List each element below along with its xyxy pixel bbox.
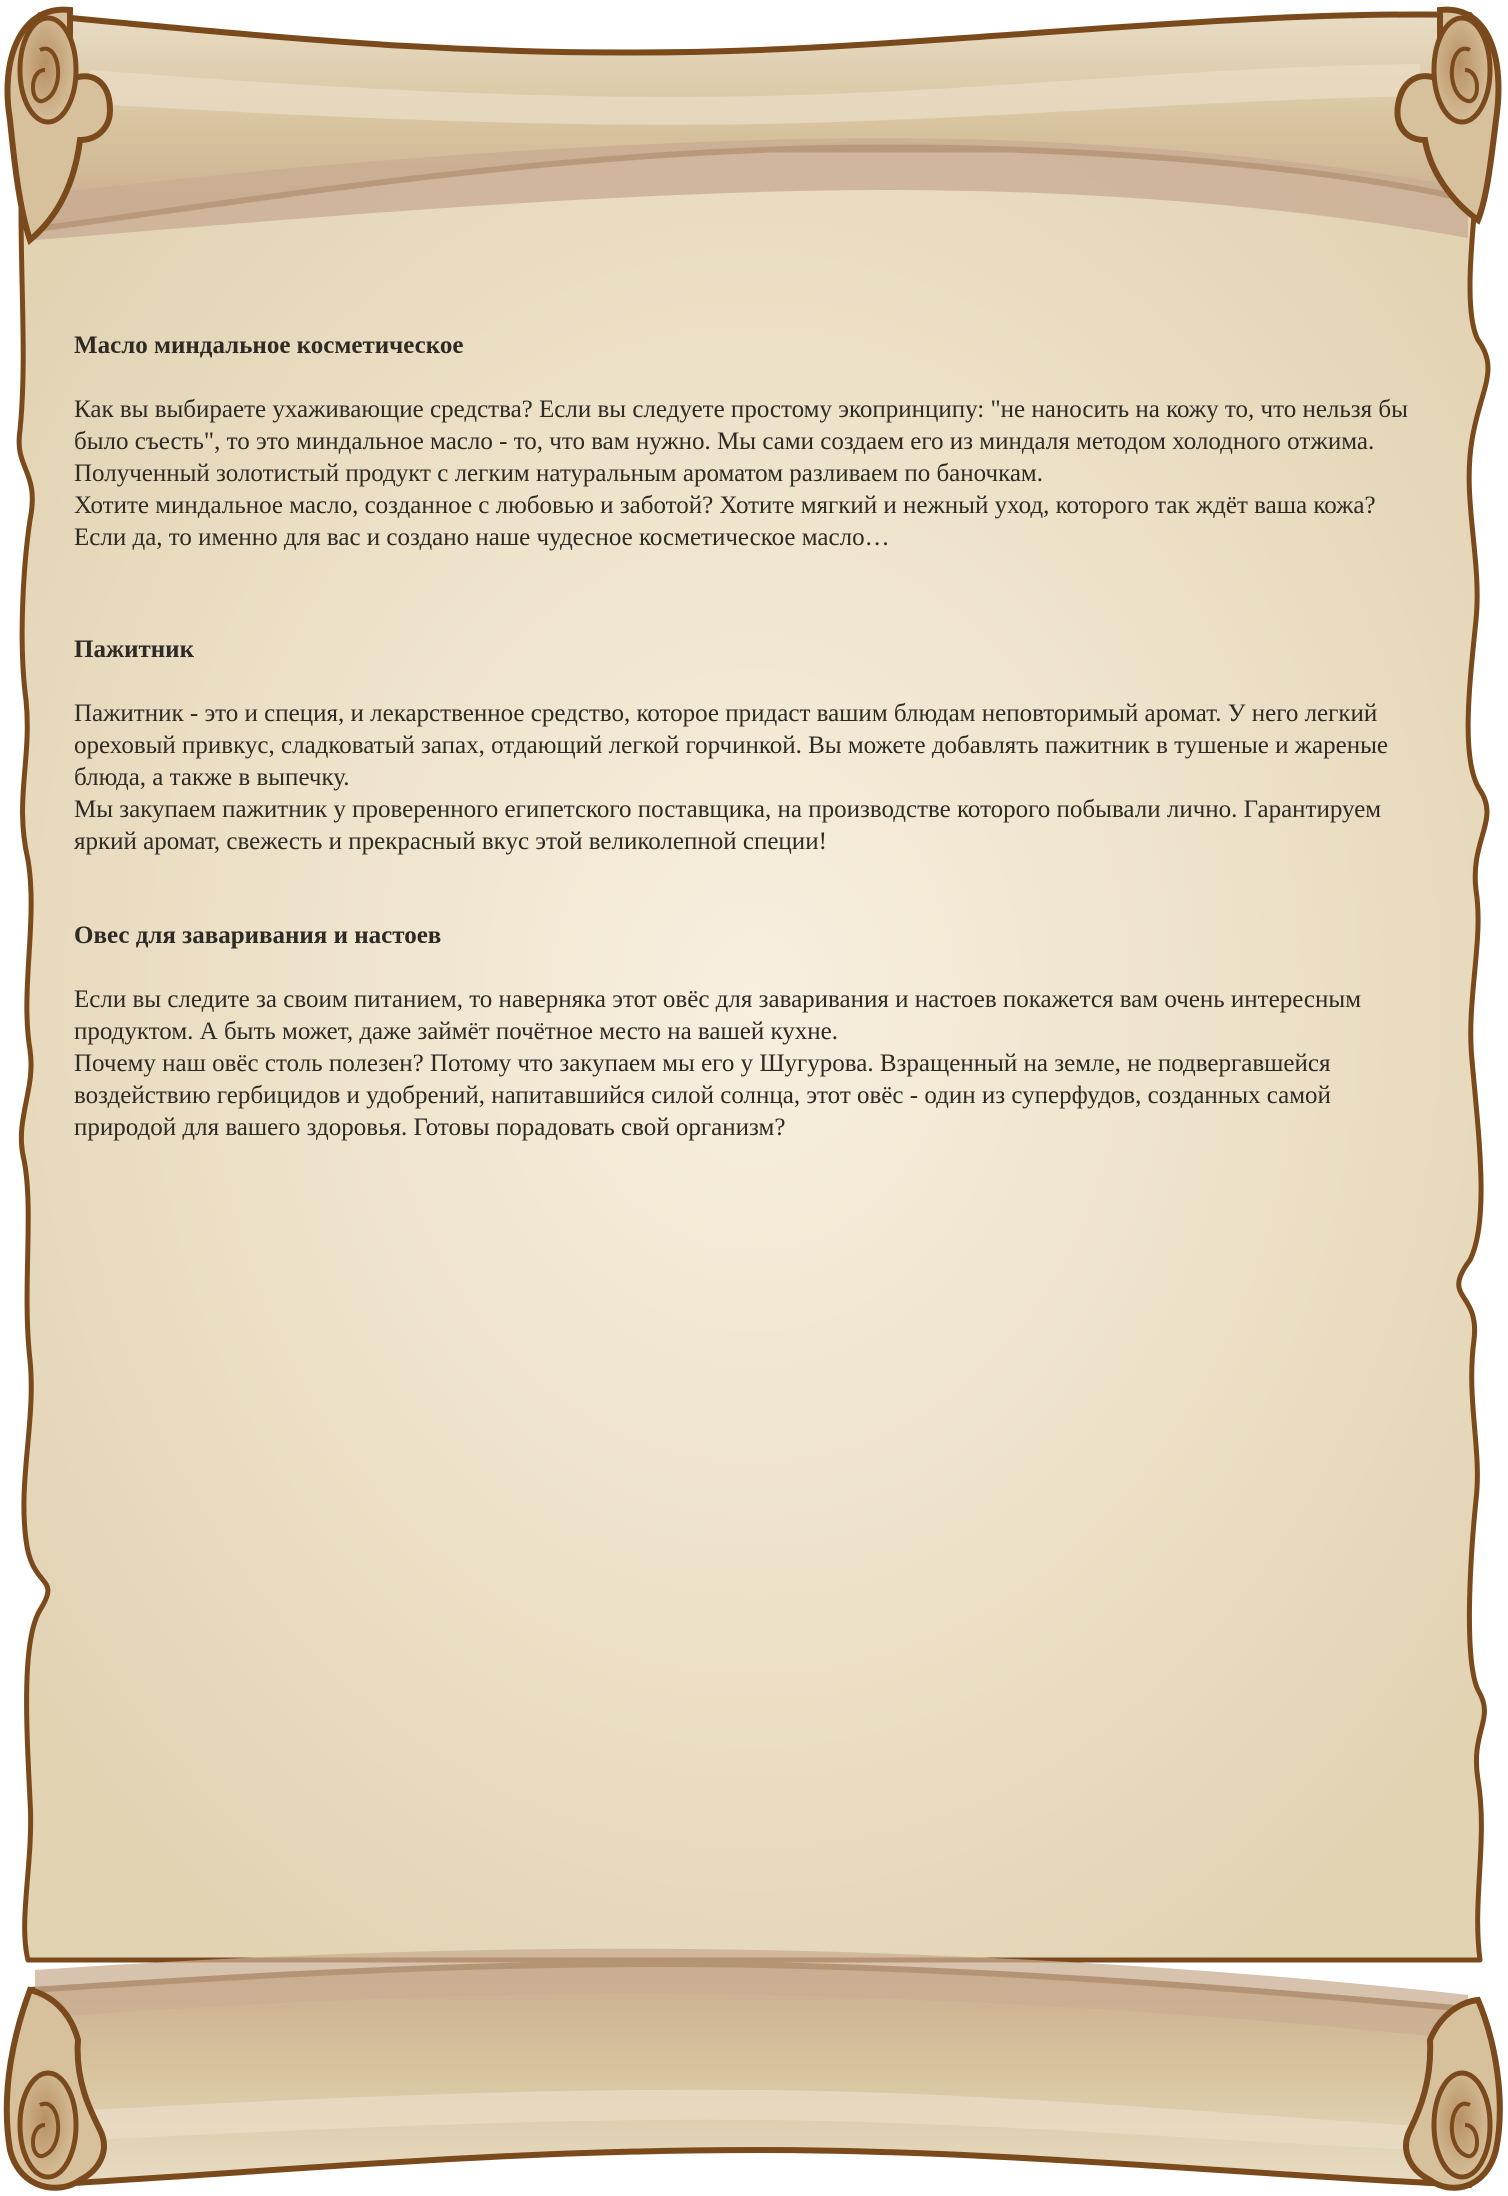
section-paragraph: Хотите миндальное масло, созданное с любовью и заботой? Хотите мягкий и нежный уход, которого так ждёт ваша кожа? Если да, то именно для вас и создано наше чудесное косметическое масло…	[74, 492, 1376, 551]
section-paragraph: Мы закупаем пажитник у проверенного египетского поставщика, на производстве которого побывали лично. Гарантируем яркий аромат, свежесть и прекрасный вкус этой великолепной специи!	[74, 796, 1382, 855]
section-paragraph: Если вы следите за своим питанием, то наверняка этот овёс для заваривания и настоев покажется вам очень интересным продуктом. А быть может, даже займёт почётное место на вашей кухне.	[74, 986, 1362, 1045]
document-body	[74, 330, 1434, 1144]
section-paragraph: Как вы выбираете ухаживающие средства? Если вы следуете простому экопринципу: "не наносить на кожу то, что нельзя бы было съесть", то это миндальное масло - то, что вам нужно. Мы сами создаем его из миндаля методом холодного отжима. Полученный золотистый продукт с легким натуральным ароматом разливаем по баночкам.	[74, 396, 1408, 487]
section-heading: Пажитник	[74, 636, 194, 663]
section-paragraph: Пажитник - это и специя, и лекарственное средство, которое придаст вашим блюдам неповторимый аромат. У него легкий ореховый привкус, сладковатый запах, отдающий легкой горчинкой. Вы можете добавлять пажитник в тушеные и жареные блюда, а также в выпечку.	[74, 700, 1388, 791]
section-paragraph: Почему наш овёс столь полезен? Потому что закупаем мы его у Шугурова. Взращенный на земле, не подвергавшейся воздействию гербицидов и удобрений, напитавшийся силой солнца, этот овёс - один из суперфудов, созданных самой природой для вашего здоровья. Готовы порадовать свой организм?	[74, 1050, 1331, 1141]
section-almond-oil	[74, 330, 1434, 554]
section-fenugreek	[74, 634, 1434, 858]
section-heading: Масло миндальное косметическое	[74, 332, 464, 359]
section-oats	[74, 920, 1434, 1144]
section-heading: Овес для заваривания и настоев	[74, 922, 442, 949]
